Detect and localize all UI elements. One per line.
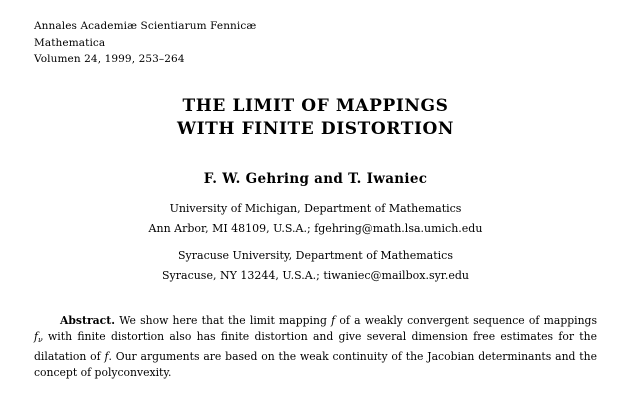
title-line-2: WITH FINITE DISTORTION: [176, 118, 455, 139]
abstract-math-f-nu: f: [34, 330, 38, 343]
affiliation-line-4: Syracuse, NY 13244, U.S.A.; tiwaniec@mailbox.syr.edu: [162, 269, 469, 282]
author-list: F. W. Gehring and T. Iwaniec: [203, 170, 428, 187]
abstract-label: Abstract.: [60, 313, 115, 327]
title-line-1: THE LIMIT OF MAPPINGS: [182, 95, 449, 116]
journal-header: [34, 18, 597, 68]
page-title: [34, 95, 597, 141]
affiliation-line-3: Syracuse University, Department of Mathematics: [178, 248, 453, 262]
affiliation-block: [34, 199, 597, 287]
abstract-paragraph: [34, 313, 597, 382]
journal-series: Mathematica: [34, 36, 106, 49]
affiliation-line-2: Ann Arbor, MI 48109, U.S.A.; fgehring@math.lsa.umich.edu: [148, 222, 483, 235]
affiliation-line-1: University of Michigan, Department of Mathematics: [169, 201, 462, 215]
abstract-math-subscript-nu: ν: [38, 335, 43, 345]
abstract-text-4: . Our arguments are based on the weak continuity of the Jacobian determinants and the concept of polyconvexity.: [34, 349, 597, 380]
abstract-math-f-2: f: [104, 349, 109, 363]
abstract-text-2: of a weakly convergent sequence of mappings: [335, 313, 598, 327]
journal-name: Annales Academiæ Scientiarum Fennicæ: [34, 20, 257, 32]
abstract-text-3: with finite distortion also has finite distortion and give several dimension free estimates for the dilatation of: [34, 330, 597, 363]
abstract-math-f: f: [331, 313, 336, 327]
journal-volume-pages: Volumen 24, 1999, 253–264: [34, 53, 185, 65]
abstract-text-1: We show here that the limit mapping: [115, 313, 332, 327]
